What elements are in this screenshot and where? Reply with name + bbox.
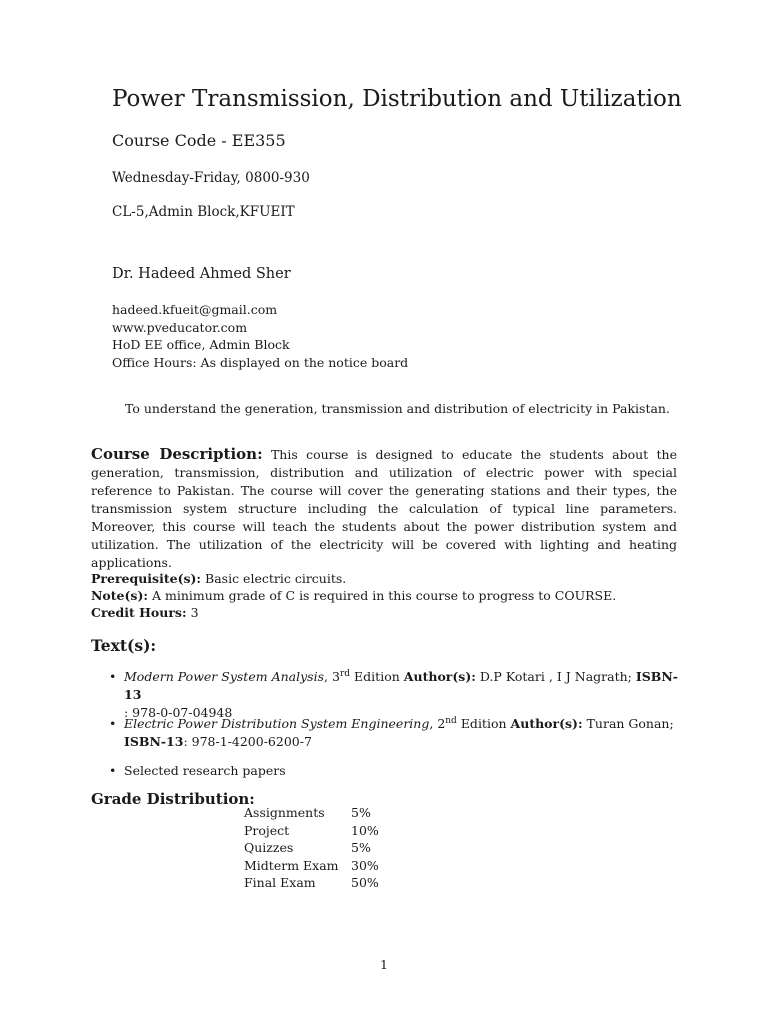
instructor-contact [112,301,408,371]
instructor-email: hadeed.kfueit@gmail.com [112,302,278,317]
grade-item: Midterm Exam [244,857,339,873]
course-objective: To understand the generation, transmission and distribution of electricity in Pakistan. [125,401,670,416]
prereq-label: Prerequisite(s): [91,571,202,586]
course-meta [91,570,616,621]
grade-item: Final Exam [244,875,316,891]
description-heading: Course Description: [91,445,263,463]
text-item-3 [109,762,678,780]
text-item-2: • Electric Power Distribution System Engineering, 2nd Edition Author(s): Turan Gonan; ISBN-13: 978-1-4200-6200-7 [109,715,674,749]
grade-item: Assignments [244,805,325,820]
instructor-name: Dr. Hadeed Ahmed Sher [112,266,291,282]
book1-edition-num: 3 [332,669,340,684]
item3-text: Selected research papers [124,763,286,778]
book1-edition-sup: rd [339,668,351,679]
table-row [244,804,379,822]
book1-authors: D.P Kotari , I J Nagrath; [479,669,632,684]
book2-isbn-label: ISBN-13 [124,734,184,749]
note-label: Note(s): [91,588,148,603]
book2-isbn: : 978-1-4200-6200-7 [183,734,312,749]
grade-pct: 5% [351,805,371,820]
course-title: Power Transmission, Distribution and Utilization [112,86,682,112]
text-item-1: • Modern Power System Analysis, 3rd Edition Author(s): D.P Kotari , I J Nagrath; ISBN-13 : 978-0-07-04948 [109,668,678,720]
credit-label: Credit Hours: [91,605,187,620]
instructor-office: HoD EE office, Admin Block [112,337,290,352]
instructor-office-hours: Office Hours: As displayed on the notice board [112,354,409,370]
book1-isbn: : 978-0-07-04948 [124,705,233,720]
book2-title: Electric Power Distribution System Engineering [124,716,430,731]
table-row [244,874,379,892]
book2-edition-num: 2 [437,716,446,731]
grade-item: Quizzes [244,840,294,856]
description-text: This course is designed to educate the students about the generation, transmission, distribution and utilization of electric power with special reference to Pakistan. The course will cover the generating stations and their types, the transmission system structure including the calculation of typical line parameters. Moreover, this course will teach the students about the power distribution system and utilization. The utilization of the electricity will be covered with lighting and heating applications. [91,447,677,570]
grade-heading: Grade Distribution: [91,790,255,808]
grade-pct: 5% [351,840,371,856]
page-number: 1 [380,957,388,972]
bullet-icon: • [109,763,117,778]
class-location: CL-5,Admin Block,KFUEIT [112,204,295,220]
bullet-icon: • [109,669,117,684]
course-description [91,445,677,572]
grade-item: Project [244,822,290,838]
table-row [244,857,379,875]
class-schedule: Wednesday-Friday, 0800-930 [112,170,310,186]
book2-author-label: Author(s): [510,716,583,731]
table-row [244,822,379,840]
book1-title: Modern Power System Analysis [124,669,325,684]
credit-value: 3 [190,605,199,620]
book2-edition-sup: nd [445,715,457,726]
grade-pct: 10% [351,822,379,838]
grade-pct: 50% [351,875,379,891]
book1-edition-word: Edition [354,669,400,684]
course-code: Course Code - EE355 [112,131,286,150]
instructor-website: www.pveducator.com [112,319,248,335]
book2-authors: Turan Gonan; [586,716,674,731]
book2-edition-word: Edition [460,716,507,731]
bullet-icon: • [109,716,117,731]
book1-isbn-label: ISBN-13 [124,669,678,702]
prereq-value: Basic electric circuits. [205,571,347,586]
book1-author-label: Author(s): [403,669,476,684]
grade-table [244,804,379,892]
note-value: A minimum grade of C is required in this course to progress to COURSE. [151,588,617,603]
texts-heading: Text(s): [91,636,157,655]
table-row [244,839,379,857]
grade-pct: 30% [351,857,379,873]
